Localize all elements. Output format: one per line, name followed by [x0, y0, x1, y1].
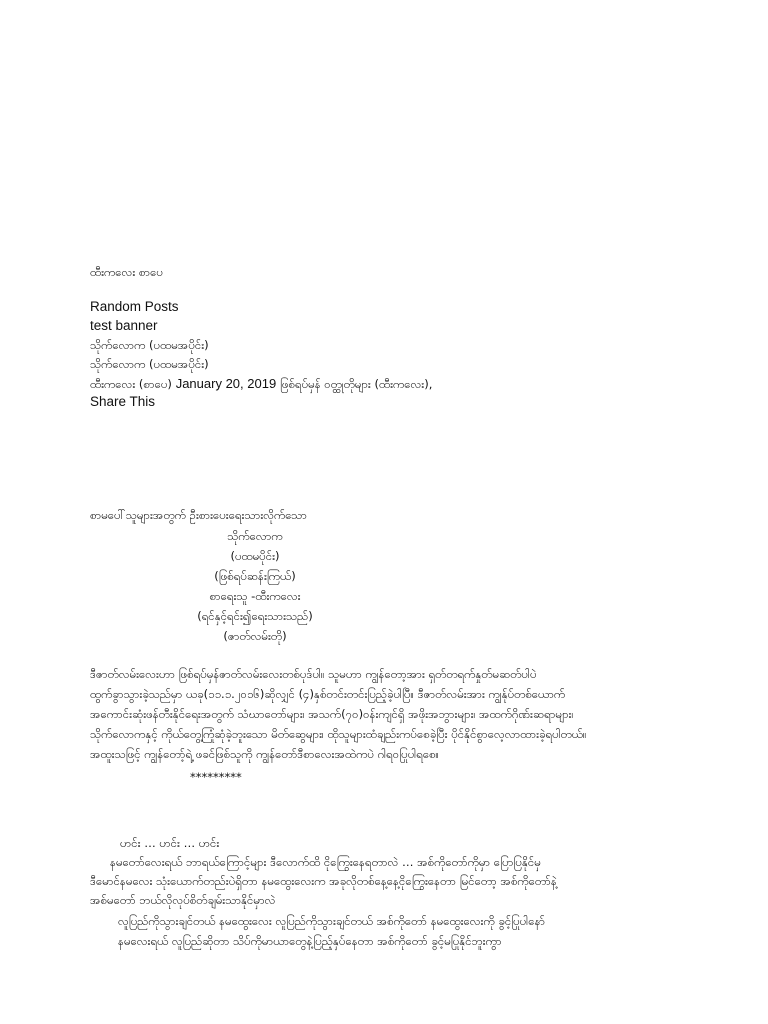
post-date[interactable]: January 20, 2019 [175, 376, 277, 391]
intro-paragraph [90, 664, 690, 764]
story-subject: (ဇာတ်လမ်းတို) [223, 629, 287, 643]
post-title: သိုက်လောက (ပထမအပိုင်း) [90, 357, 209, 371]
separator: ********* [190, 770, 242, 784]
post-title-link[interactable]: သိုက်လောက (ပထမအပိုင်း) [90, 338, 209, 352]
story-intro-line: စာမပေါ်သူများအတွက် ဦးစားပေးရေးသားလိုက်သော [90, 508, 307, 522]
share-this-link[interactable]: Share This [90, 394, 156, 409]
intro-line: အကောင်းဆုံးဖန်တီးနိုင်ရေးအတွက် သံဃာတော်များ၊ အသက်(၇၀)ဝန်းကျင်ရှိ အဖိုးအဘွားများ၊ အထက်ဂိုဏ်းဆရာများ၊ [90, 707, 574, 721]
post-author[interactable]: ထီးကလေး (စာပေ) [90, 377, 172, 391]
story-part: (ပထမပိုင်း) [230, 549, 280, 563]
story-line: နမတော်လေးရယ် ဘာရယ်ကြောင့်များ ဒီလောက်ထိ ငိုကြွေးနေရတာလဲ … အစ်ကိုတော်ကိုမှာ ပြောပြနိုင်မှ [110, 855, 541, 869]
intro-line: သိုက်လောကနှင့် ကိုယ်တွေ့ကြုံဆုံခဲ့ဘူးသော မိတ်ဆွေများ၊ ထိုသူများထံချည်းကပ်စေခဲ့ပြီး ပိုင်နိုင်စွာလေ့လာထားခဲ့ရပါတယ်။ [90, 727, 587, 741]
story-note: (ရင်နှင့်ရင်း၍ရေးသားသည်) [197, 609, 313, 623]
story-line: လူပြည်ကိုသွားချင်တယ် နမထွေးလေး လူပြည်ကိုသွားချင်တယ် အစ်ကိုတော် နမထွေးလေးကို ခွင့်ပြုပါနော် [118, 914, 546, 928]
story-line: ဒီမောင်နမလေး သုံးယောက်တည်းပဲရှိတာ နမထွေးလေးက အခုလိုတစ်နေ့နေ့ငိုကြွေးနေတာ မြင်တော့ အစ်ကိုတော်နဲ့ [90, 874, 557, 888]
post-labels[interactable]: ဖြစ်ရပ်မှန် ဝတ္ထုတိုများ (ထီးကလေး), [280, 377, 433, 391]
intro-line: အထူးသဖြင့် ကျွန်တော့်ရဲ့ ဖခင်ဖြစ်သူကို ကျွန်တော်ဒီစာလေးအထဲကပဲ ဂါရဝပြုပါရစေ။ [90, 747, 440, 761]
story-title: သိုက်လောက [227, 529, 283, 543]
post-meta [90, 376, 432, 394]
blog-title[interactable]: ထီးကလေး စာပေ [90, 265, 163, 279]
widget-test-banner[interactable]: test banner [90, 318, 158, 333]
story-genre: (ဖြစ်ရပ်ဆန်းကြယ်) [214, 569, 296, 583]
story-line: အစ်မတော် ဘယ်လိုလုပ်စိတ်ချမ်းသာနိုင်မှာလဲ [90, 893, 276, 907]
intro-line: ထွက်ခွာသွားခဲ့သည်မှာ ယခု(၁၁.၁.၂၀၁၆)ဆိုလျှင် (၄)နှစ်တင်းတင်းပြည့်ခဲ့ပါပြီ။ ဒီဇာတ်လမ်းအား ကျွန်ုပ်တစ်ယောက် [90, 687, 566, 701]
story-line: နမလေးရယ် လူပြည်ဆိုတာ သိပ်ကိုမာယာတွေနဲ့ပြည့်နှပ်နေတာ အစ်ကိုတော် ခွင့်မပြုနိုင်ဘူးကွာ [118, 934, 502, 948]
story-writer: စာရေးသူ -ထီးကလေး [209, 589, 301, 603]
intro-line: ဒီဇာတ်လမ်းလေးဟာ ဖြစ်ရပ်မှန်ဇာတ်လမ်းလေးတစ်ပုဒ်ပါ။ သူမဟာ ကျွန်တော့အား ရှတ်တရက်နှုတ်မဆတ်ပါပဲ [90, 667, 537, 681]
story-line: ဟင်း … ဟင်း … ဟင်း [120, 836, 220, 850]
widget-random-posts[interactable]: Random Posts [90, 299, 179, 314]
